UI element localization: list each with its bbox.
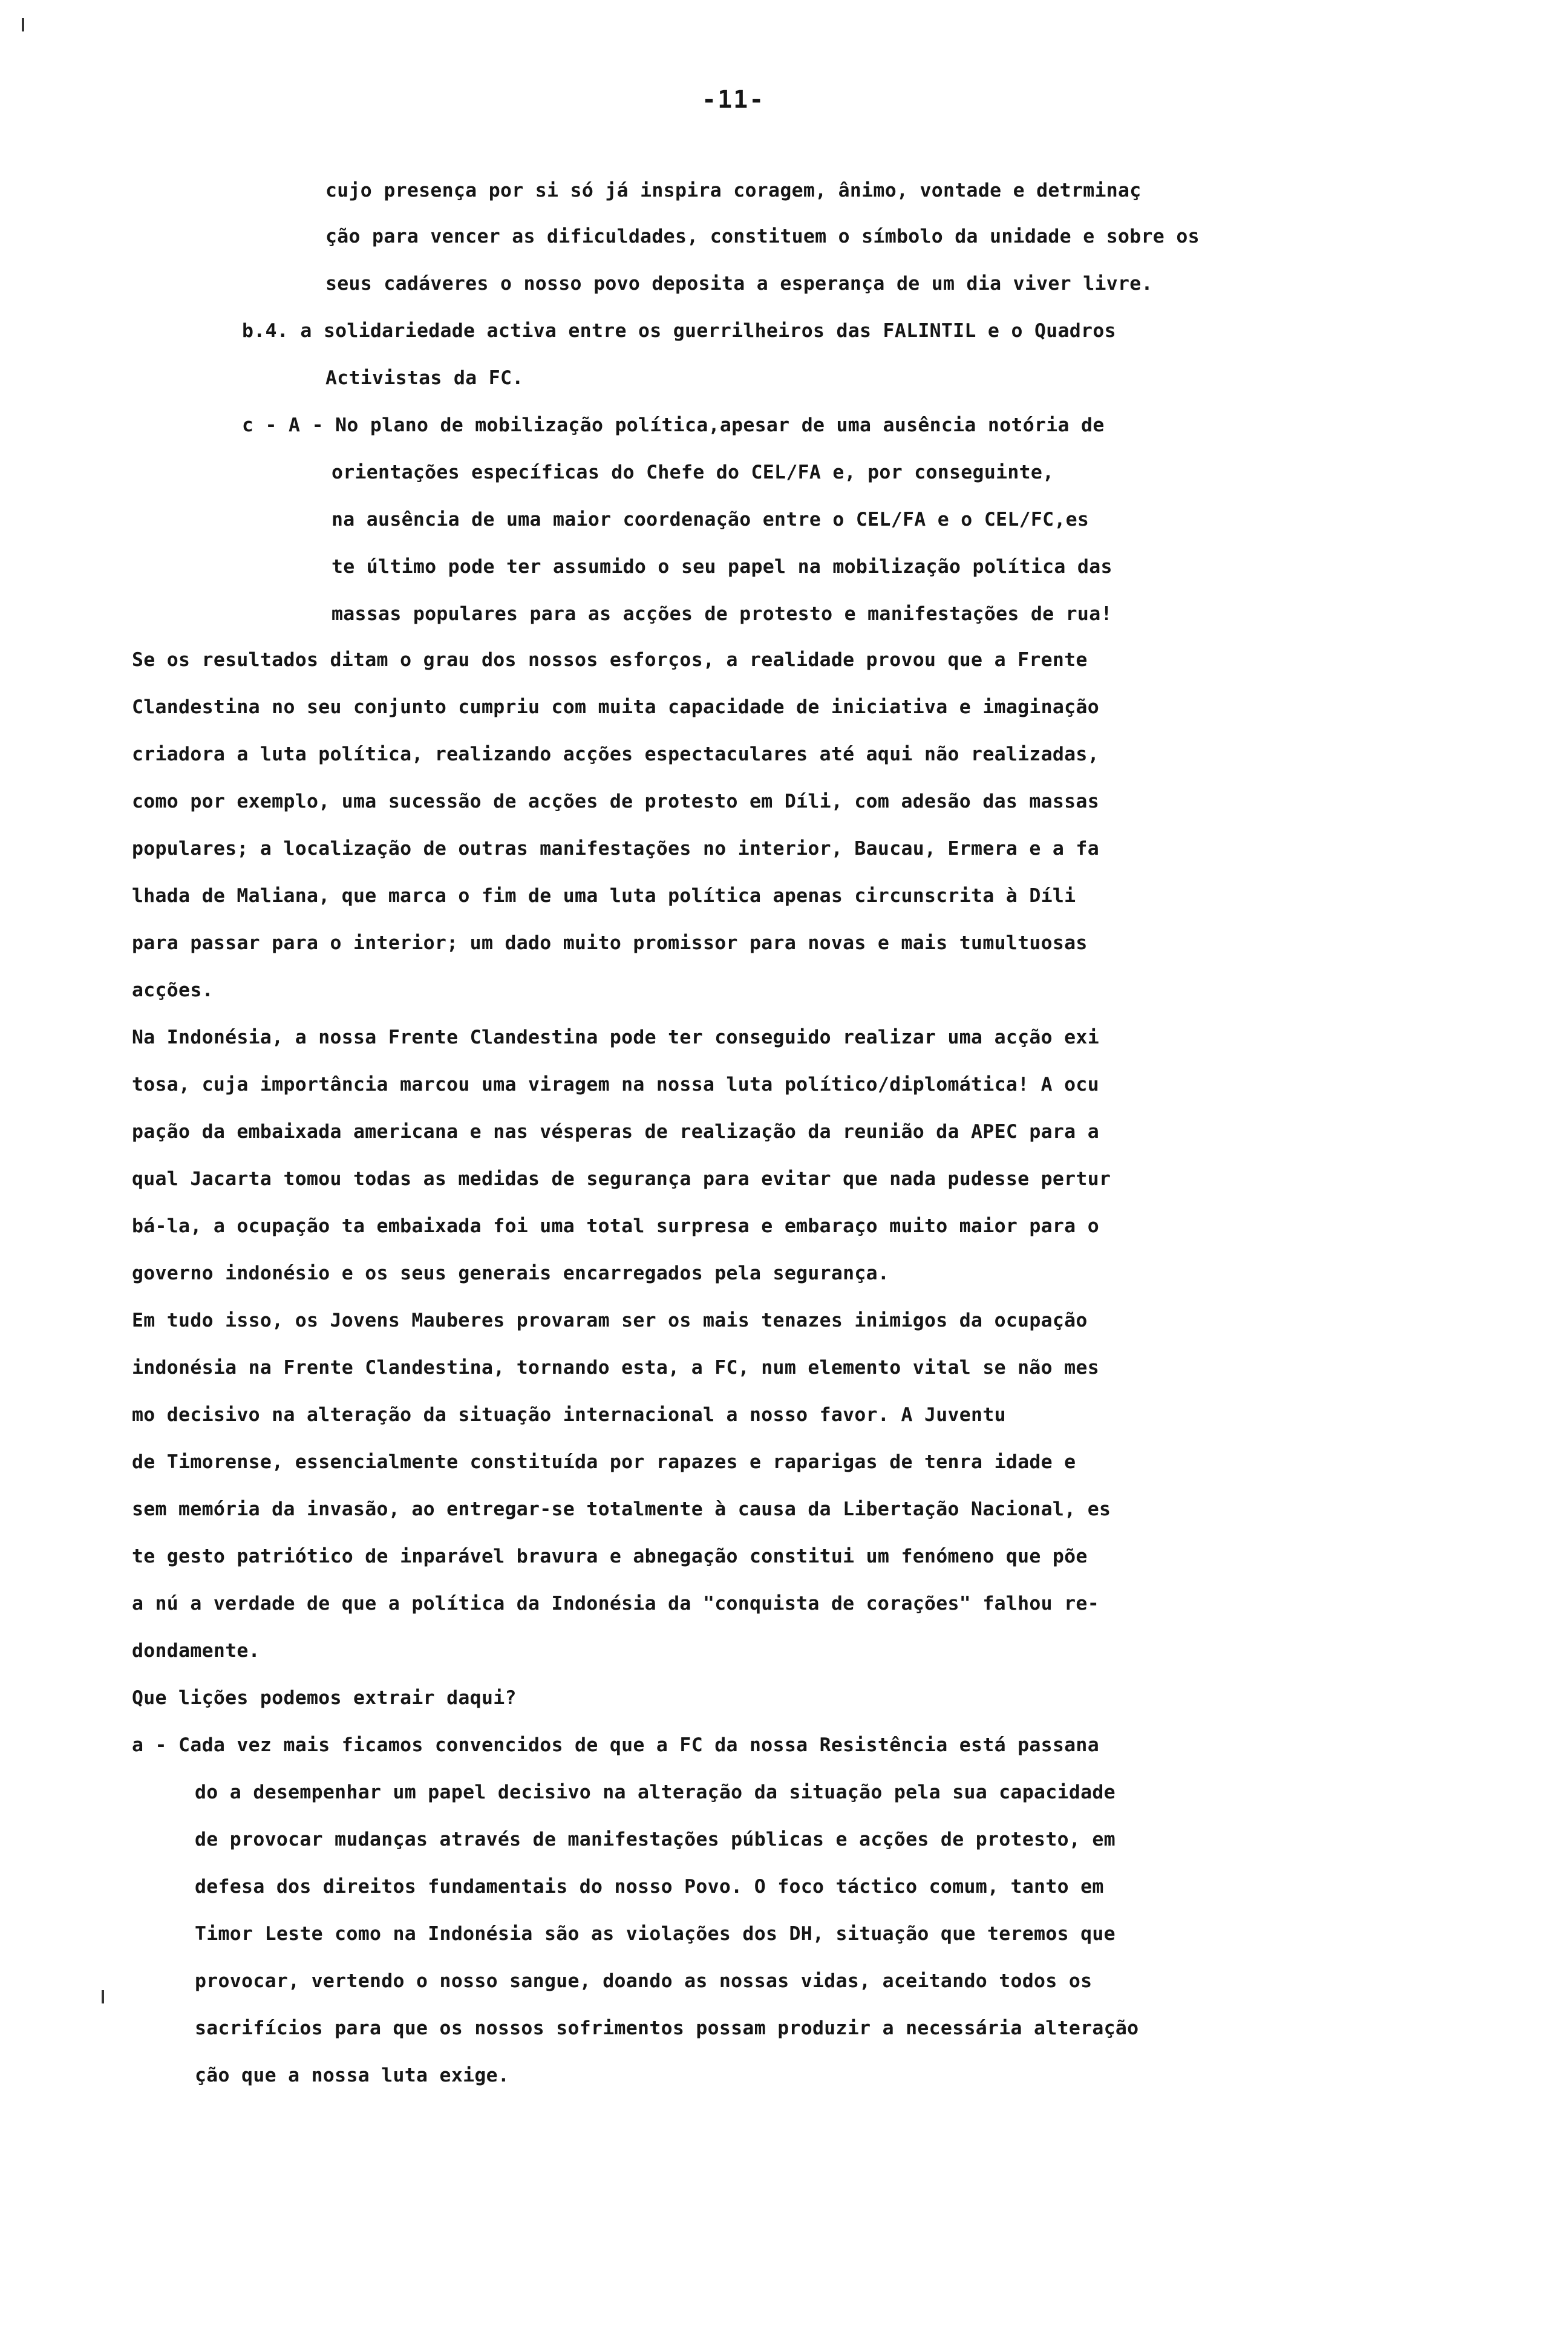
scan-mark	[102, 1990, 104, 2003]
text-line: Activistas da FC.	[325, 367, 524, 389]
text-line: de provocar mudanças através de manifestações públicas e acções de protesto, em	[195, 1829, 1116, 1850]
text-line: Na Indonésia, a nossa Frente Clandestina pode ter conseguido realizar uma acção exi	[132, 1027, 1099, 1048]
text-line: Timor Leste como na Indonésia são as violações dos DH, situação que teremos que	[195, 1923, 1116, 1945]
text-line: governo indonésio e os seus generais encarregados pela segurança.	[132, 1262, 890, 1284]
text-line: sacrifícios para que os nossos sofrimentos possam produzir a necessária alteração	[195, 2017, 1139, 2039]
text-line: indonésia na Frente Clandestina, tornando esta, a FC, num elemento vital se não mes	[132, 1357, 1099, 1379]
text-line: lhada de Maliana, que marca o fim de uma luta política apenas circunscrita à Díli	[132, 885, 1076, 907]
text-line: do a desempenhar um papel decisivo na alteração da situação pela sua capacidade	[195, 1781, 1116, 1803]
text-line: na ausência de uma maior coordenação entre o CEL/FA e o CEL/FC,es	[332, 509, 1089, 531]
text-line: massas populares para as acções de protesto e manifestações de rua!	[332, 603, 1112, 625]
text-line: como por exemplo, uma sucessão de acções de protesto em Díli, com adesão das massas	[132, 791, 1099, 812]
text-line: qual Jacarta tomou todas as medidas de segurança para evitar que nada pudesse pertur	[132, 1168, 1111, 1190]
text-line: cujo presença por si só já inspira coragem, ânimo, vontade e detrminaç	[325, 180, 1142, 201]
text-line: orientações específicas do Chefe do CEL/FA e, por conseguinte,	[332, 462, 1054, 483]
text-line: te gesto patriótico de inparável bravura e abnegação constitui um fenómeno que põe	[132, 1546, 1088, 1567]
text-line: b.4. a solidariedade activa entre os guerrilheiros das FALINTIL e o Quadros	[242, 320, 1116, 342]
text-line: defesa dos direitos fundamentais do nosso Povo. O foco táctico comum, tanto em	[195, 1876, 1104, 1898]
text-line: ção para vencer as dificuldades, constituem o símbolo da unidade e sobre os	[325, 226, 1200, 247]
text-line: para passar para o interior; um dado muito promissor para novas e mais tumultuosas	[132, 932, 1088, 954]
text-line: Que lições podemos extrair daqui?	[132, 1687, 517, 1709]
text-line: populares; a localização de outras manifestações no interior, Baucau, Ermera e a fa	[132, 838, 1099, 860]
text-line: provocar, vertendo o nosso sangue, doando as nossas vidas, aceitando todos os	[195, 1970, 1093, 1992]
text-line: criadora a luta política, realizando acções espectaculares até aqui não realizadas,	[132, 743, 1099, 765]
text-line: c - A - No plano de mobilização política,apesar de uma ausência notória de	[242, 414, 1105, 436]
text-line: de Timorense, essencialmente constituída por rapazes e raparigas de tenra idade e	[132, 1451, 1076, 1473]
scan-mark	[22, 18, 24, 31]
text-line: Se os resultados ditam o grau dos nossos esforços, a realidade provou que a Frente	[132, 649, 1088, 671]
text-line: te último pode ter assumido o seu papel na mobilização política das	[332, 556, 1112, 578]
text-line: sem memória da invasão, ao entregar-se totalmente à causa da Libertação Nacional, es	[132, 1498, 1111, 1520]
text-line: acções.	[132, 979, 214, 1001]
text-line: ção que a nossa luta exige.	[195, 2065, 510, 2086]
text-line: dondamente.	[132, 1640, 260, 1662]
text-line: a nú a verdade de que a política da Indonésia da "conquista de corações" falhou re-	[132, 1593, 1099, 1615]
text-line: a - Cada vez mais ficamos convencidos de que a FC da nossa Resistência está passana	[132, 1734, 1099, 1756]
text-line: tosa, cuja importância marcou uma viragem na nossa luta político/diplomática! A ocu	[132, 1074, 1099, 1095]
text-line: pação da embaixada americana e nas vésperas de realização da reunião da APEC para a	[132, 1121, 1099, 1143]
text-line: mo decisivo na alteração da situação internacional a nosso favor. A Juventu	[132, 1404, 1006, 1426]
text-line: seus cadáveres o nosso povo deposita a esperança de um dia viver livre.	[325, 273, 1153, 295]
text-line: Em tudo isso, os Jovens Mauberes provaram ser os mais tenazes inimigos da ocupação	[132, 1310, 1088, 1331]
text-line: Clandestina no seu conjunto cumpriu com muita capacidade de iniciativa e imaginação	[132, 696, 1099, 718]
page-number: -11-	[702, 86, 765, 114]
text-line: bá-la, a ocupação ta embaixada foi uma total surpresa e embaraço muito maior para o	[132, 1215, 1099, 1237]
